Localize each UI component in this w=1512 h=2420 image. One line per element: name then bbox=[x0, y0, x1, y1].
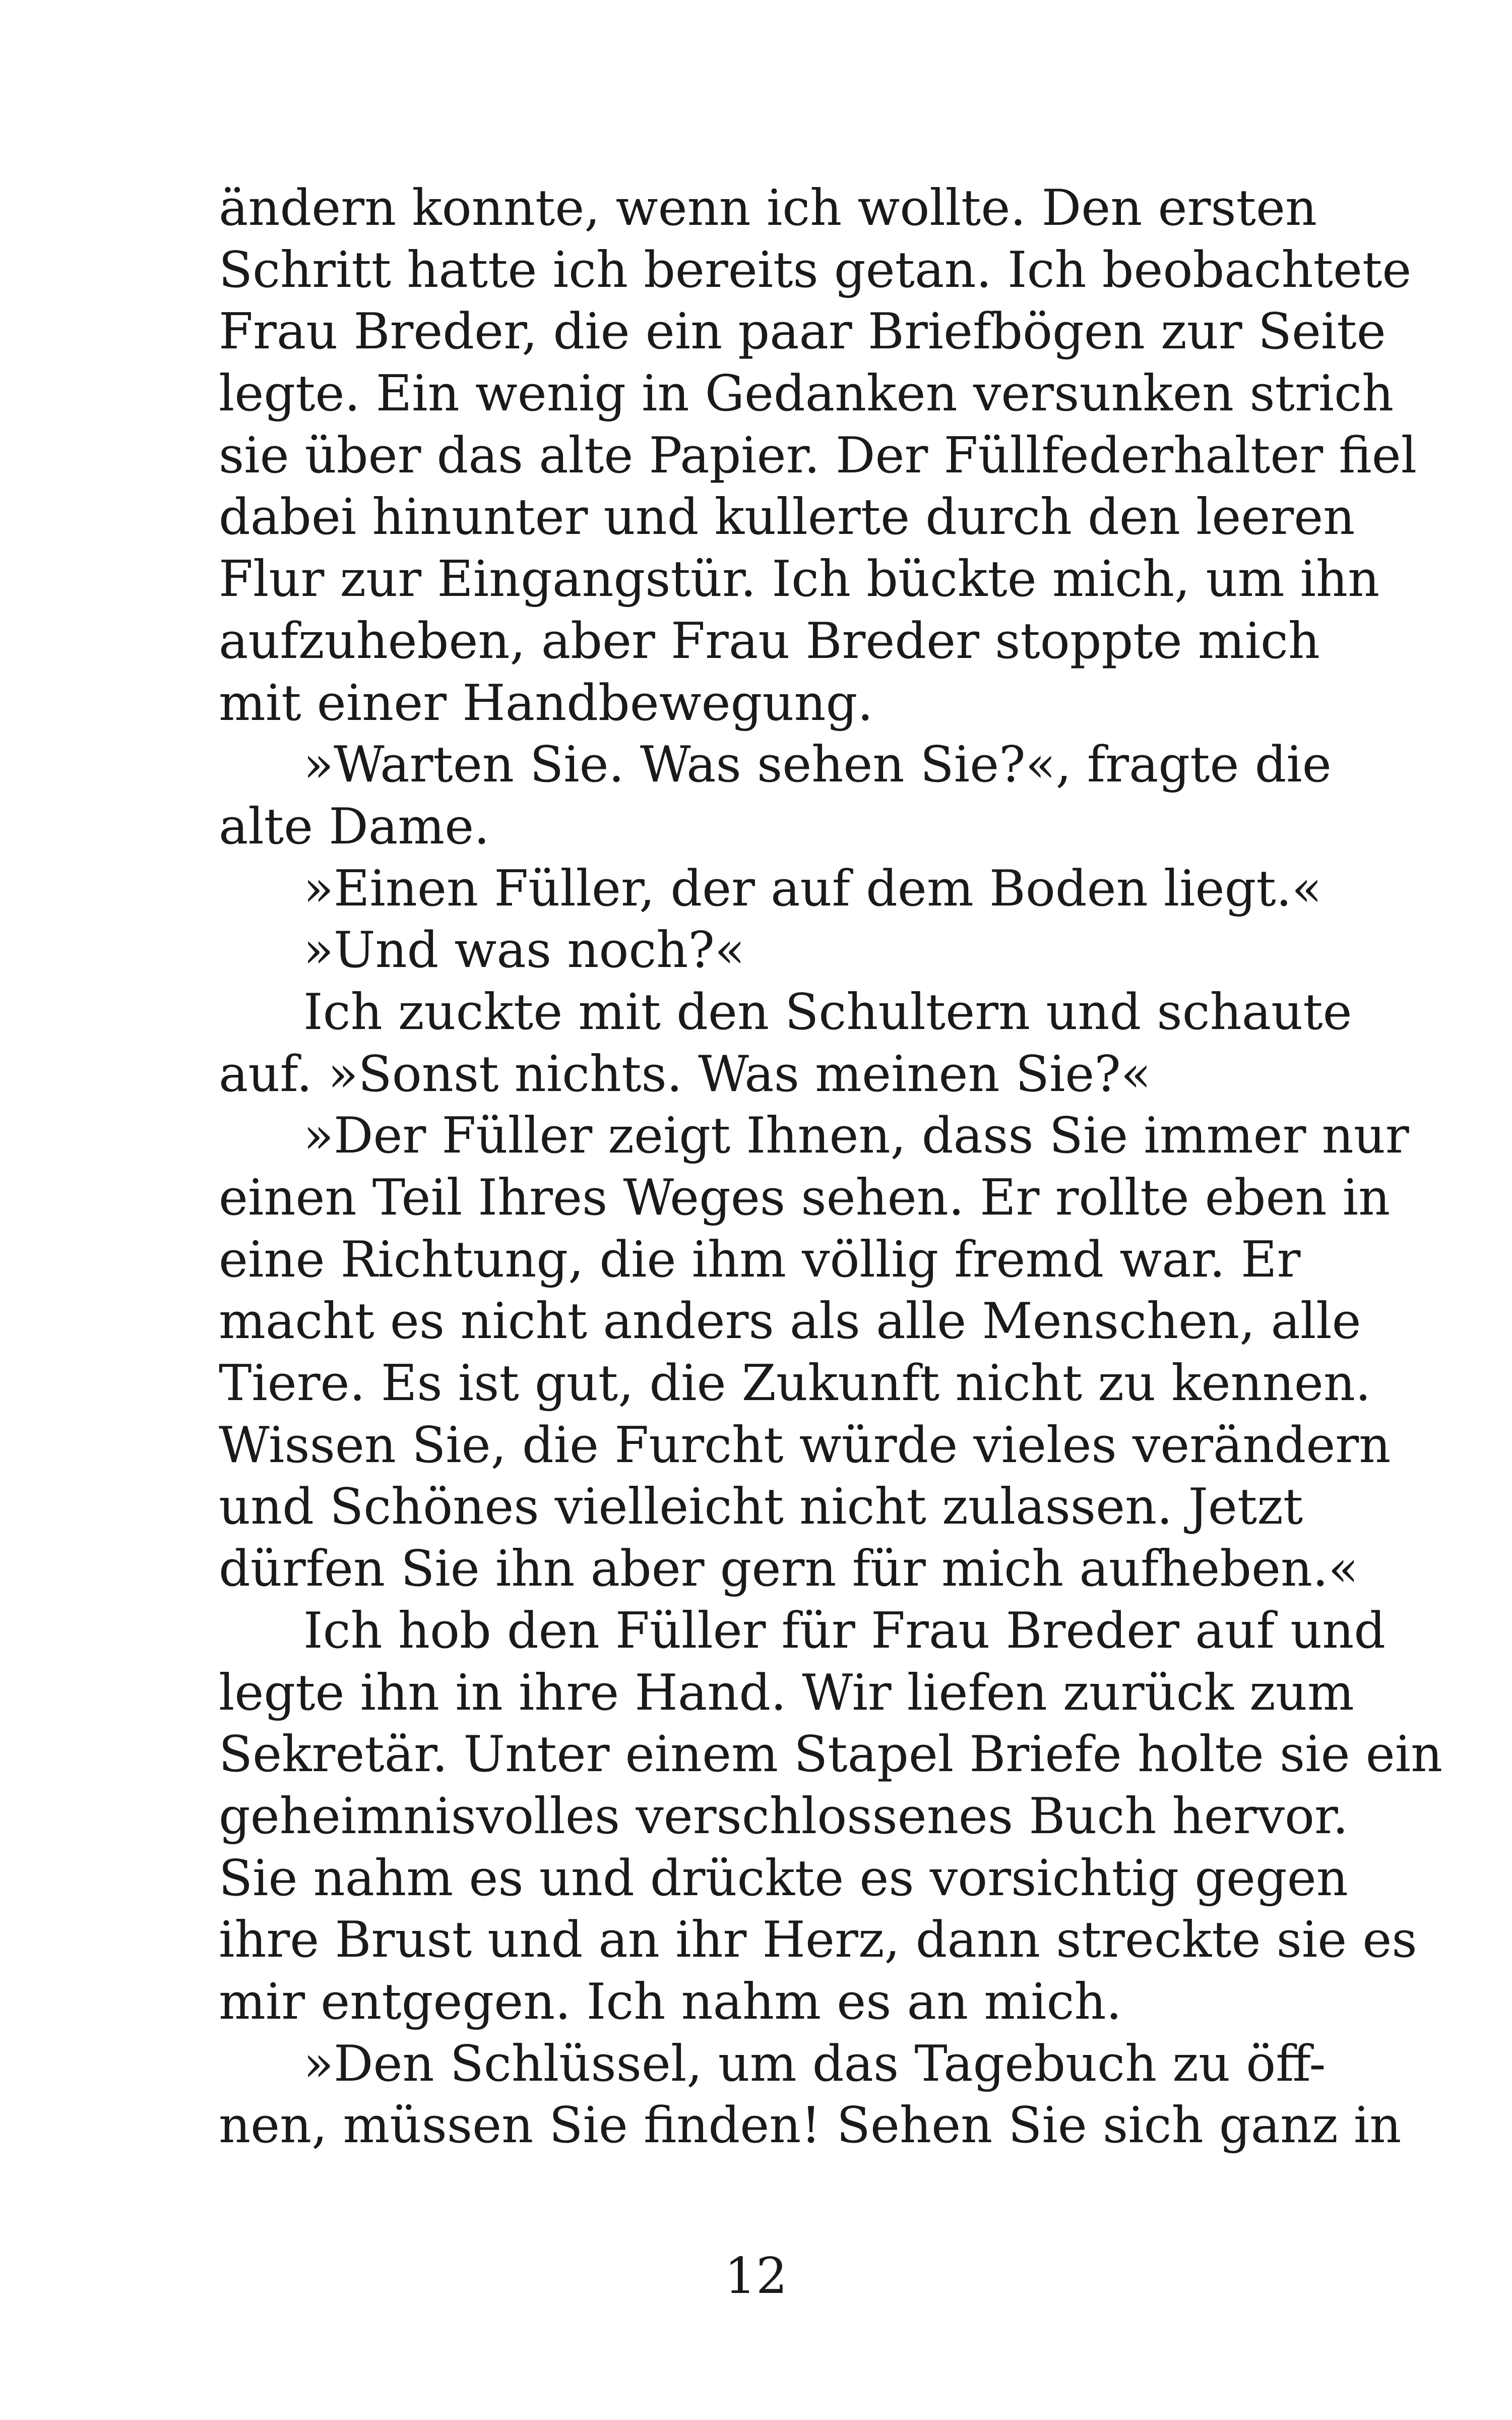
text-line: legte ihn in ihre Hand. Wir liefen zurück zum bbox=[219, 1664, 1354, 1722]
text-line: Flur zur Eingangstür. Ich bückte mich, um ihn bbox=[219, 551, 1380, 609]
text-line: aufzuheben, aber Frau Breder stoppte mich bbox=[219, 612, 1320, 670]
text-line: mir entgegen. Ich nahm es an mich. bbox=[219, 1973, 1122, 2031]
text-line: ihre Brust und an ihr Herz, dann streckte sie es bbox=[219, 1911, 1417, 1969]
text-line: Wissen Sie, die Furcht würde vieles verändern bbox=[219, 1416, 1391, 1474]
text-line: Frau Breder, die ein paar Briefbögen zur Seite bbox=[219, 303, 1386, 361]
text-line: dürfen Sie ihn aber gern für mich aufheben.« bbox=[219, 1540, 1359, 1598]
text-line: Ich zuckte mit den Schultern und schaute bbox=[303, 983, 1352, 1041]
page-number: 12 bbox=[724, 2248, 788, 2305]
text-line: »Warten Sie. Was sehen Sie?«, fragte die bbox=[303, 736, 1332, 794]
text-line: geheimnisvolles verschlossenes Buch hervor. bbox=[219, 1787, 1349, 1845]
text-line: mit einer Handbewegung. bbox=[219, 674, 873, 732]
text-line: »Der Füller zeigt Ihnen, dass Sie immer nur bbox=[303, 1107, 1409, 1165]
body-text bbox=[219, 177, 1443, 2157]
text-line: Schritt hatte ich bereits getan. Ich beobachtete bbox=[219, 241, 1412, 299]
text-line: einen Teil Ihres Weges sehen. Er rollte eben in bbox=[219, 1169, 1391, 1227]
text-line: dabei hinunter und kullerte durch den leeren bbox=[219, 489, 1355, 547]
text-line: Sie nahm es und drückte es vorsichtig gegen bbox=[219, 1849, 1348, 1907]
text-line: auf. »Sonst nichts. Was meinen Sie?« bbox=[219, 1045, 1151, 1103]
text-line: »Den Schlüssel, um das Tagebuch zu öff- bbox=[303, 2035, 1326, 2093]
text-line: Ich hob den Füller für Frau Breder auf und bbox=[303, 1602, 1386, 1660]
text-line: sie über das alte Papier. Der Füllfederhalter fiel bbox=[219, 427, 1417, 485]
text-line: und Schönes vielleicht nicht zulassen. Jetzt bbox=[219, 1478, 1303, 1536]
text-line: »Und was noch?« bbox=[303, 922, 745, 980]
text-line: legte. Ein wenig in Gedanken versunken strich bbox=[219, 365, 1394, 423]
text-line: Tiere. Es ist gut, die Zukunft nicht zu kennen. bbox=[219, 1355, 1371, 1413]
text-line: »Einen Füller, der auf dem Boden liegt.« bbox=[303, 860, 1322, 918]
text-line: ändern konnte, wenn ich wollte. Den ersten bbox=[219, 179, 1317, 237]
text-line: nen, müssen Sie finden! Sehen Sie sich ganz in bbox=[219, 2097, 1402, 2155]
text-line: eine Richtung, die ihm völlig fremd war. Er bbox=[219, 1231, 1301, 1289]
text-line: Sekretär. Unter einem Stapel Briefe holte sie ein bbox=[219, 1726, 1443, 1784]
text-line: alte Dame. bbox=[219, 798, 490, 856]
text-line: macht es nicht anders als alle Menschen, alle bbox=[219, 1293, 1361, 1351]
